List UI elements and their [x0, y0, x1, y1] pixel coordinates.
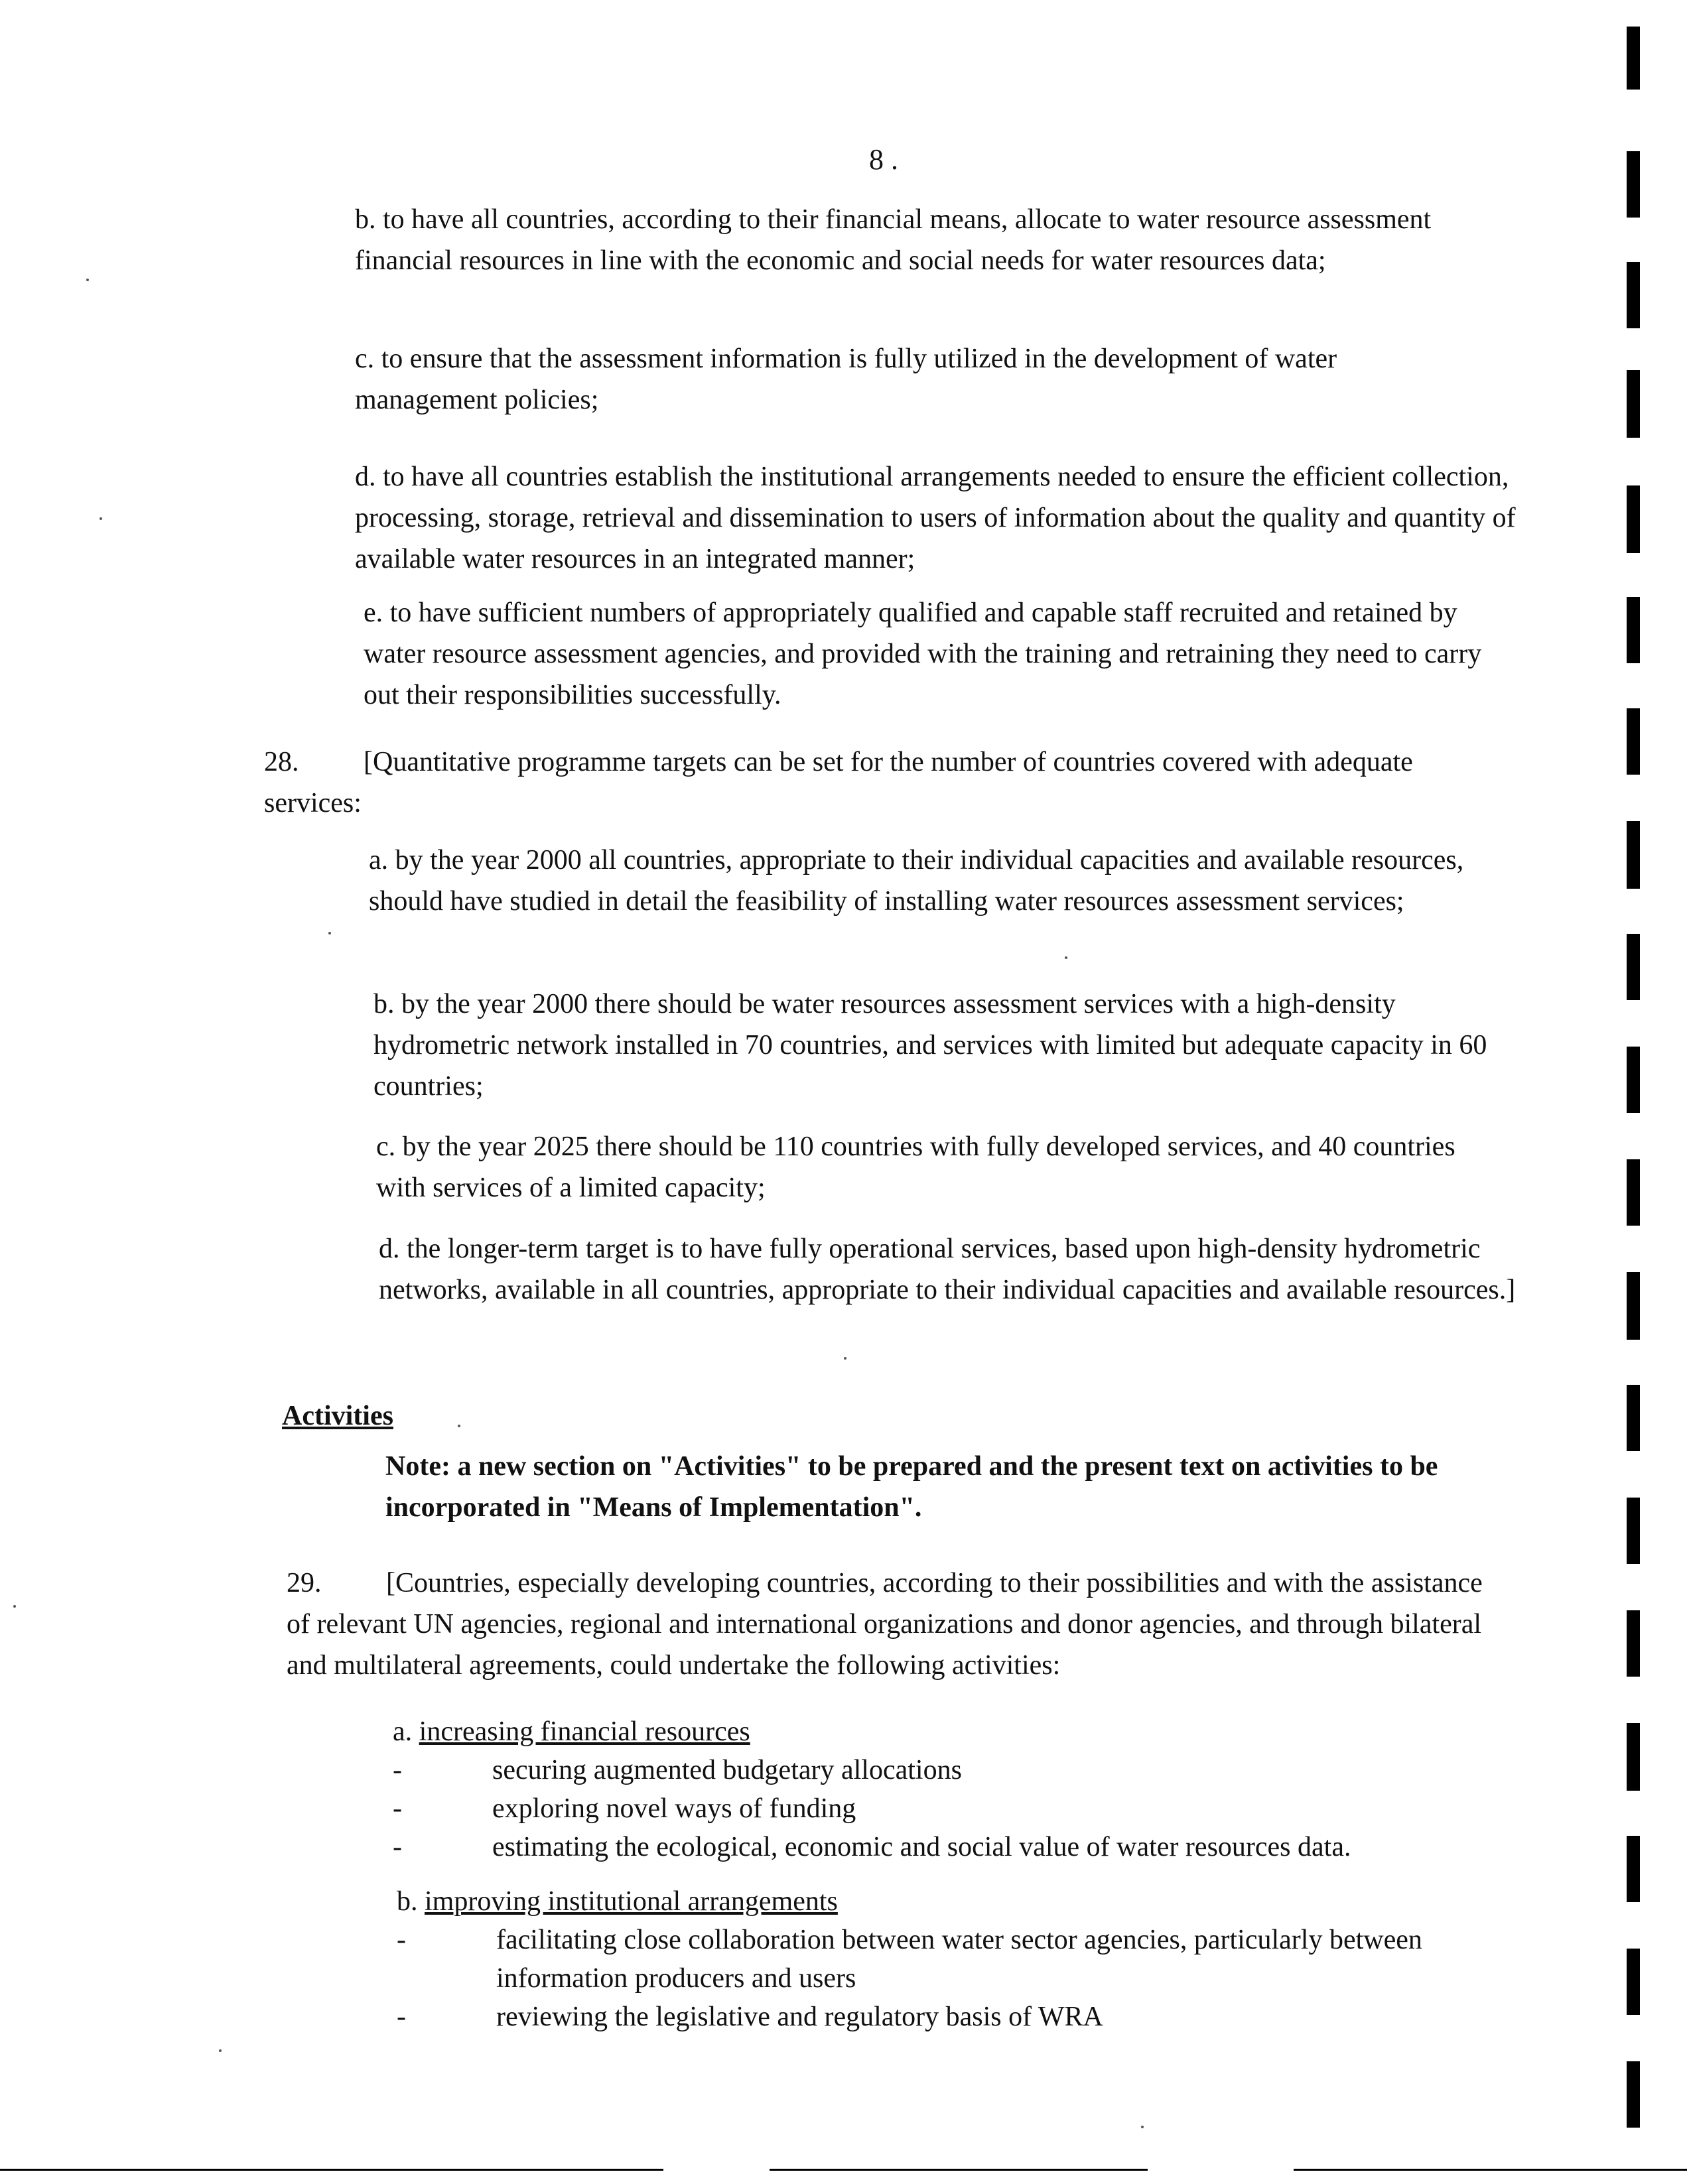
- para-29-number: 29.: [287, 1568, 322, 1598]
- scan-speck: [844, 1357, 846, 1360]
- scan-margin-mark: [1627, 1949, 1640, 2015]
- scan-margin-mark: [1627, 27, 1640, 90]
- scan-margin-mark: [1627, 1836, 1640, 1902]
- list-item: [393, 1751, 1507, 1789]
- scan-margin-mark: [1627, 1159, 1640, 1226]
- para-27-item-e: e. to have sufficient numbers of appropriately qualified and capable staff recruited and retained by water resource assessment agencies, and provided with the training and retraining they need to carry out their responsibilities successfully.: [364, 598, 1482, 710]
- scan-margin-mark: [1627, 262, 1640, 328]
- para-29-subheading-a-prefix: a.: [393, 1716, 413, 1747]
- para-29-intro-text: [Countries, especially developing countries, according to their possibilities and with the assistance of relevant UN agencies, regional and international organizations and donor agencies, and through bilateral and multilateral agreements, could undertake the following activities:: [287, 1568, 1483, 1681]
- scan-margin-mark: [1627, 1047, 1640, 1113]
- scan-margin-mark: [1627, 2061, 1640, 2128]
- bottom-edge-rule: [0, 2169, 663, 2171]
- list-item-text: facilitating close collaboration between water sector agencies, particularly between information producers and users: [496, 1925, 1422, 1994]
- para-29-intro: [287, 1563, 1507, 1686]
- scan-margin-mark: [1627, 1498, 1640, 1564]
- list-item-text: exploring novel ways of funding: [492, 1793, 856, 1824]
- scan-margin-mark: [1627, 485, 1640, 553]
- scan-margin-mark: [1627, 597, 1640, 663]
- scan-speck: [86, 279, 89, 281]
- para-27-item-d: d. to have all countries establish the institutional arrangements needed to ensure the efficient collection, processing, storage, retrieval and dissemination to users of information about the quality and quantity of available water resources in an integrated manner;: [355, 462, 1516, 574]
- scan-margin-mark: [1627, 1272, 1640, 1340]
- scan-speck: [1065, 956, 1067, 959]
- para-28-number: 28.: [264, 747, 299, 777]
- bullet-dash: -: [393, 1793, 402, 1824]
- activities-note: Note: a new section on "Activities" to be prepared and the present text on activities to be incorporated in "Means of Implementation".: [385, 1451, 1438, 1523]
- scan-margin-mark: [1627, 151, 1640, 218]
- scan-speck: [13, 1605, 16, 1608]
- scan-margin-mark: [1627, 1723, 1640, 1791]
- list-item: [397, 1998, 1551, 2036]
- bullet-dash: -: [393, 1832, 402, 1862]
- scan-speck: [219, 2049, 222, 2052]
- para-28-item-d: d. the longer-term target is to have fully operational services, based upon high-density hydrometric networks, available in all countries, appropriate to their individual capacities and available resources.]: [379, 1234, 1516, 1305]
- scan-margin-mark: [1627, 370, 1640, 438]
- scan-margin-mark: [1627, 1610, 1640, 1677]
- para-29-subheading-b-prefix: b.: [397, 1886, 418, 1917]
- para-29-subheading-a: [393, 1712, 750, 1751]
- scan-speck: [458, 1425, 460, 1427]
- para-29-subheading-b-label: improving institutional arrangements: [425, 1886, 838, 1917]
- scan-margin-mark: [1627, 708, 1640, 775]
- para-28-intro-text: [Quantitative programme targets can be set for the number of countries covered with adequate services:: [264, 747, 1413, 818]
- para-28-intro: [264, 741, 1445, 824]
- list-item: [397, 1921, 1551, 1998]
- para-27-item-c: c. to ensure that the assessment information is fully utilized in the development of water management policies;: [355, 344, 1337, 415]
- list-item: [393, 1789, 1507, 1828]
- para-28-item-c: c. by the year 2025 there should be 110 countries with fully developed services, and 40 countries with services of a limited capacity;: [376, 1131, 1455, 1203]
- list-item-text: reviewing the legislative and regulatory basis of WRA: [496, 2002, 1103, 2032]
- para-27-item-b: b. to have all countries, according to their financial means, allocate to water resource assessment financial resources in line with the economic and social needs for water resources data;: [355, 204, 1432, 276]
- para-29-subheading-a-label: increasing financial resources: [419, 1716, 750, 1747]
- bullet-dash: -: [397, 2002, 406, 2032]
- scan-speck: [328, 932, 331, 934]
- list-item: [393, 1828, 1507, 1866]
- para-29-subheading-b: [397, 1882, 838, 1921]
- list-item-text: securing augmented budgetary allocations: [492, 1755, 962, 1785]
- bottom-edge-rule: [1294, 2169, 1687, 2171]
- bullet-dash: -: [393, 1755, 402, 1785]
- para-29-b-bullets: [397, 1921, 1551, 2036]
- para-29-a-bullets: [393, 1751, 1507, 1866]
- scan-margin-mark: [1627, 934, 1640, 1000]
- list-item-text: estimating the ecological, economic and social value of water resources data.: [492, 1832, 1351, 1862]
- activities-heading: Activities: [282, 1401, 393, 1431]
- bottom-edge-rule: [770, 2169, 1148, 2171]
- scan-speck: [1141, 2126, 1144, 2128]
- para-28-item-b: b. by the year 2000 there should be water resources assessment services with a high-density hydrometric network installed in 70 countries, and services with limited but adequate capacity in 60 countries;: [373, 989, 1487, 1102]
- scan-margin-mark: [1627, 821, 1640, 889]
- scan-speck: [100, 517, 102, 520]
- scan-margin-mark: [1627, 1385, 1640, 1451]
- bullet-dash: -: [397, 1925, 406, 1955]
- page-number: 8 .: [869, 143, 898, 176]
- para-28-item-a: a. by the year 2000 all countries, appropriate to their individual capacities and available resources, should have studied in detail the feasibility of installing water resources assessment services;: [369, 845, 1464, 917]
